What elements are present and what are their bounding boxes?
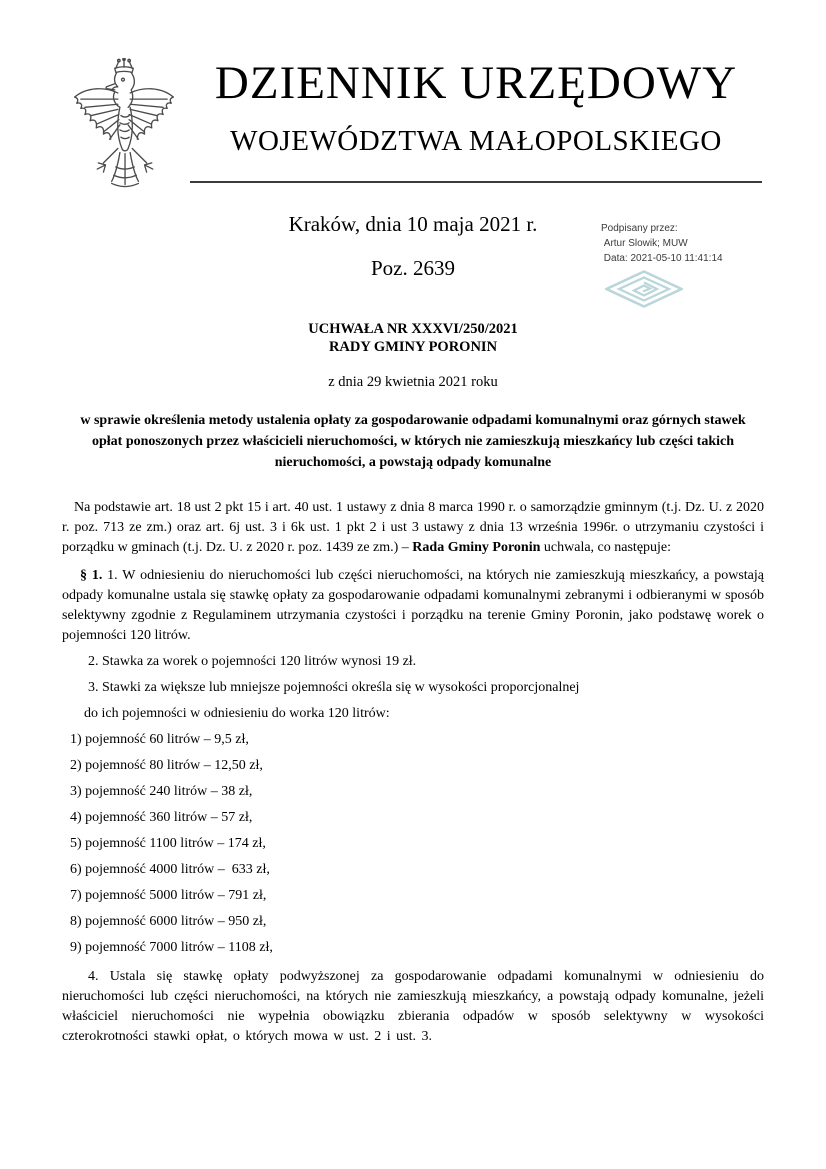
price-list — [62, 730, 764, 958]
dateline: Kraków, dnia 10 maja 2021 r. — [288, 212, 538, 236]
gazette-title: DZIENNIK URZĘDOWY — [214, 57, 738, 109]
paragraph-1 — [62, 566, 764, 646]
resolution-heading — [0, 320, 826, 356]
price-list-item: 6) pojemność 4000 litrów – 633 zł, — [70, 862, 270, 877]
masthead — [190, 55, 762, 183]
paragraph-1-text: 1. W odniesieniu do nieruchomości lub części nieruchomości, na których nie zamieszkują mieszkańcy, a powstają odpady komunalne ustala się stawkę opłaty za gospodarowanie odpadami komunalnymi zebranymi i odbieranymi w sposób selektywny zgodnie z Regulaminem utrzymania czystości i porządku na terenie Gminy Poronin, jako podstawę worek o pojemności 120 litrów. — [62, 568, 764, 643]
legal-basis-paragraph — [62, 498, 764, 558]
ust-2: 2. Stawka za worek o pojemności 120 litrów wynosi 19 zł. — [88, 654, 417, 669]
position-number: Poz. 2639 — [371, 256, 455, 280]
signature-signed-by-label: Podpisany przez: — [601, 223, 678, 234]
price-list-item: 3) pojemność 240 litrów – 38 zł, — [70, 784, 253, 799]
price-list-item: 8) pojemność 6000 litrów – 950 zł, — [70, 914, 267, 929]
paragraph-1-marker: § 1. — [80, 568, 103, 583]
resolution-number: UCHWAŁA NR XXXVI/250/2021 — [308, 321, 518, 337]
resolution-subject: w sprawie określenia metody ustalenia opłaty za gospodarowanie odpadami komunalnymi oraz górnych stawek opłat ponoszonych przez właścicieli nieruchomości, w których nie zamieszkują mieszkańcy lub części takich nieruchomości, a powstają odpady komunalne — [80, 413, 746, 470]
signature-block — [601, 221, 786, 308]
price-list-item: 5) pojemność 1100 litrów – 174 zł, — [70, 836, 266, 851]
legal-basis-tail: uchwala, co następuje: — [540, 540, 672, 555]
price-list-item: 4) pojemność 360 litrów – 57 zł, — [70, 810, 253, 825]
e-signature-stamp-icon — [605, 270, 683, 308]
ust-3-continuation: do ich pojemności w odniesieniu do worka 120 litrów: — [84, 706, 390, 721]
legal-basis-lead: Na podstawie art. 18 ust 2 pkt 15 i art. 40 ust. 1 ustawy z dnia 8 marca 1990 r. o samorządzie gminnym (t.j. Dz. U. z 2020 r. poz. 713 ze zm.) oraz art. 6j ust. 3 i 6k ust. 1 pkt 2 i ust 3 ustawy z dnia 13 września 1996r. o utrzymaniu czystości i porządku w gminach (t.j. Dz. U. z 2020 r. poz. 1439 ze zm.) – — [62, 500, 764, 555]
price-list-item: 9) pojemność 7000 litrów – 1108 zł, — [70, 940, 273, 955]
price-list-item: 1) pojemność 60 litrów – 9,5 zł, — [70, 732, 249, 747]
legal-basis-authority-bold: Rada Gminy Poronin — [412, 540, 541, 555]
polish-eagle-emblem-icon — [66, 58, 182, 204]
ust-4: 4. Ustala się stawkę opłaty podwyższonej za gospodarowanie odpadami komunalnymi w odniesieniu do nieruchomości lub części nieruchomości, na których nie zamieszkują mieszkańcy, a powstają odpady komunalne, jeżeli właściciel nieruchomości nie wypełnia obowiązku zbierania odpadów w sposób selektywny w wysokości czterokrotności stawki opłat, o których mowa w ust. 2 i ust. 3. — [62, 969, 764, 1044]
ust-3: 3. Stawki za większe lub mniejsze pojemności określa się w wysokości proporcjonalnej — [88, 680, 580, 695]
resolution-authority: RADY GMINY PORONIN — [328, 339, 498, 355]
signature-signer: Artur Slowik; MUW — [601, 238, 688, 249]
resolution-body — [62, 498, 764, 1047]
masthead-rule — [190, 181, 762, 183]
gazette-subtitle: WOJEWÓDZTWA MAŁOPOLSKIEGO — [230, 125, 722, 157]
signature-date: Data: 2021-05-10 11:41:14 — [601, 253, 723, 264]
price-list-item: 7) pojemność 5000 litrów – 791 zł, — [70, 888, 267, 903]
price-list-item: 2) pojemność 80 litrów – 12,50 zł, — [70, 758, 263, 773]
resolution-date: z dnia 29 kwietnia 2021 roku — [328, 374, 498, 390]
